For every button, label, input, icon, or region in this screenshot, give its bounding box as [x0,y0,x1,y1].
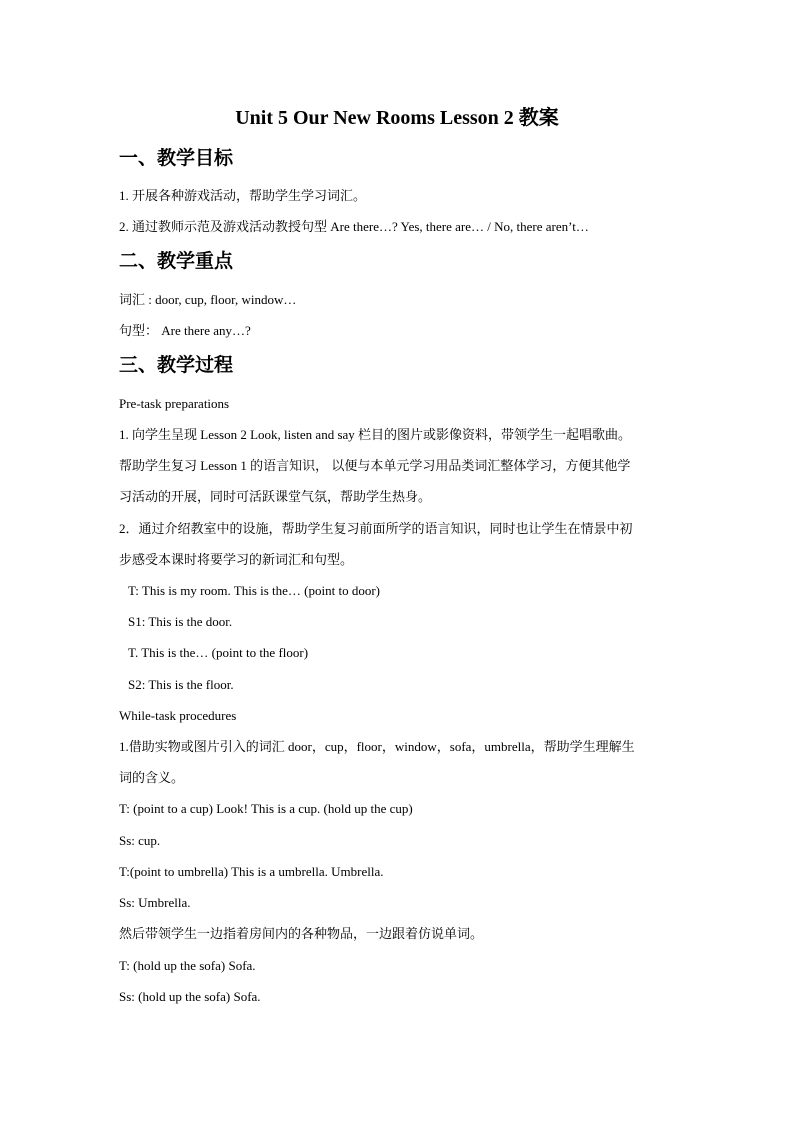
section-heading-keypoints: 二、教学重点 [119,251,234,272]
lead-line: 然后带领学生一边指着房间内的各种物品，一边跟着仿说单词。 [119,926,484,941]
section-heading-process: 三、教学过程 [119,355,234,376]
dialogue1-line4: S2: This is the floor. [128,677,234,692]
step2-line1: 2．通过介绍教室中的设施，帮助学生复习前面所学的语言知识，同时也让学生在情景中初 [119,521,633,536]
goal-item-1: 1. 开展各种游戏活动，帮助学生学习词汇。 [119,188,367,203]
goal-item-2: 2. 通过教师示范及游戏活动教授句型 Are there…? Yes, there are… / No, there aren’t… [119,219,589,234]
document-title: Unit 5 Our New Rooms Lesson 2 教案 [235,107,559,129]
dialogue3-line1: T: (hold up the sofa) Sofa. [119,958,256,973]
while-task-label: While-task procedures [119,708,237,723]
dialogue2-line4: Ss: Umbrella. [119,895,191,910]
dialogue1-line1: T: This is my room. This is the… (point to door) [128,583,381,598]
dialogue1-line3: T. This is the… (point to the floor) [128,645,309,660]
dialogue3-line2: Ss: (hold up the sofa) Sofa. [119,989,261,1004]
section-heading-goals: 一、教学目标 [119,148,234,169]
wt-step1-line2: 词的含义。 [119,770,185,785]
step1-line2: 帮助学生复习 Lesson 1 的语言知识， 以便与本单元学习用品类词汇整体学习，方便其他学 [119,458,631,473]
pre-task-label: Pre-task preparations [119,396,230,411]
dialogue2-line2: Ss: cup. [119,833,161,848]
dialogue1-line2: S1: This is the door. [128,614,233,629]
step1-line1: 1. 向学生呈现 Lesson 2 Look, listen and say 栏目的图片或影像资料，带领学生一起唱歌曲。 [119,427,632,442]
keypoint-pattern: 句型： Are there any…? [119,323,251,338]
wt-step1-line1: 1.借助实物或图片引入的词汇 door，cup，floor，window，sofa，umbrella，帮助学生理解生 [119,739,635,754]
dialogue2-line1: T: (point to a cup) Look! This is a cup. (hold up the cup) [119,801,413,816]
step2-line2: 步感受本课时将要学习的新词汇和句型。 [119,552,354,567]
dialogue2-line3: T:(point to umbrella) This is a umbrella. Umbrella. [119,864,384,879]
keypoint-vocab: 词汇 : door, cup, floor, window… [119,292,297,307]
step1-line3: 习活动的开展，同时可活跃课堂气氛，帮助学生热身。 [119,489,432,504]
